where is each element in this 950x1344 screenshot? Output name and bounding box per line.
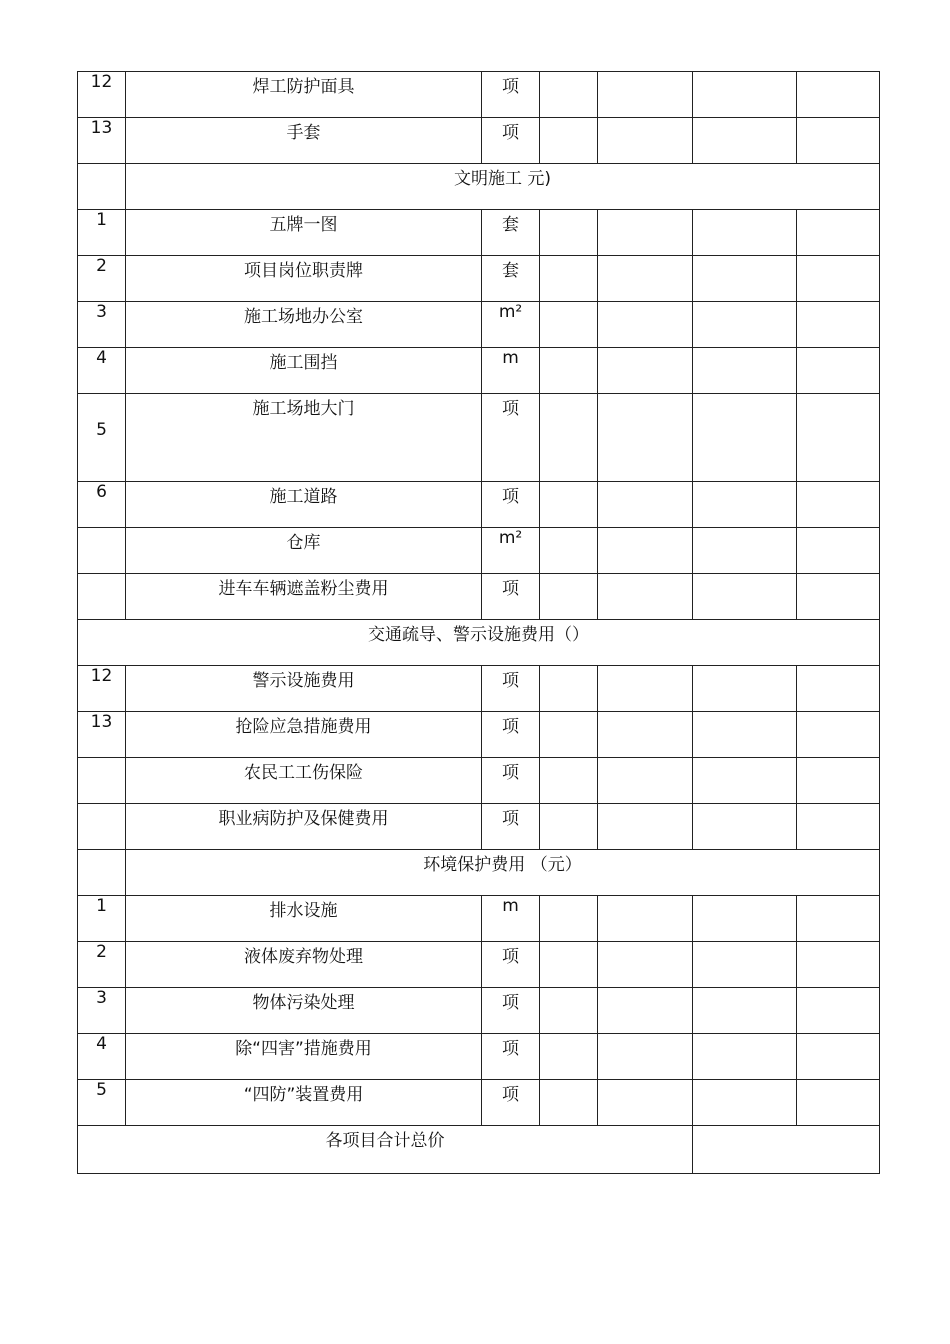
item-amount-cell [693,988,797,1034]
item-number: 1 [78,896,126,942]
item-name: 除“四害”措施费用 [126,1034,482,1080]
item-remark-cell [797,210,880,256]
item-unit-price-cell [598,574,693,620]
item-name: 五牌一图 [126,210,482,256]
item-amount-cell [693,804,797,850]
section-title: 文明施工 元) [126,164,880,210]
item-unit: 项 [482,394,540,482]
item-unit: m² [482,528,540,574]
table-row [78,118,880,164]
table-body [78,72,880,1174]
item-name: 农民工工伤保险 [126,758,482,804]
item-number: 2 [78,256,126,302]
item-remark-cell [797,302,880,348]
section-title: 交通疏导、警示设施费用（） [78,620,880,666]
item-remark-cell [797,348,880,394]
item-quantity-cell [540,302,598,348]
item-number: 5 [78,394,126,482]
item-remark-cell [797,1034,880,1080]
item-quantity-cell [540,256,598,302]
item-name: 焊工防护面具 [126,72,482,118]
item-unit-price-cell [598,210,693,256]
item-quantity-cell [540,666,598,712]
item-amount-cell [693,574,797,620]
item-name: 抢险应急措施费用 [126,712,482,758]
table-row [78,72,880,118]
item-quantity-cell [540,72,598,118]
table-row [78,1080,880,1126]
item-number [78,804,126,850]
item-quantity-cell [540,758,598,804]
item-remark-cell [797,988,880,1034]
item-number: 13 [78,712,126,758]
item-quantity-cell [540,1034,598,1080]
item-number: 3 [78,988,126,1034]
item-amount-cell [693,1034,797,1080]
table-row [78,574,880,620]
item-name: 施工道路 [126,482,482,528]
item-remark-cell [797,574,880,620]
item-quantity-cell [540,1080,598,1126]
item-name: 职业病防护及保健费用 [126,804,482,850]
item-number [78,758,126,804]
item-amount-cell [693,942,797,988]
item-unit: 项 [482,1034,540,1080]
table-row [78,712,880,758]
item-unit-price-cell [598,348,693,394]
item-amount-cell [693,1080,797,1126]
item-quantity-cell [540,712,598,758]
item-number: 4 [78,1034,126,1080]
item-name: 排水设施 [126,896,482,942]
item-remark-cell [797,256,880,302]
item-unit: 项 [482,758,540,804]
item-remark-cell [797,394,880,482]
item-unit: 套 [482,210,540,256]
item-name: 物体污染处理 [126,988,482,1034]
item-number [78,574,126,620]
item-number: 5 [78,1080,126,1126]
section-number-cell [78,164,126,210]
item-amount-cell [693,118,797,164]
item-unit-price-cell [598,666,693,712]
item-remark-cell [797,528,880,574]
item-amount-cell [693,666,797,712]
item-name: 液体废弃物处理 [126,942,482,988]
item-name: 警示设施费用 [126,666,482,712]
item-number: 12 [78,666,126,712]
item-unit: 项 [482,942,540,988]
item-unit-price-cell [598,72,693,118]
item-remark-cell [797,1080,880,1126]
table-row [78,210,880,256]
item-unit-price-cell [598,394,693,482]
item-unit: 项 [482,72,540,118]
item-unit-price-cell [598,1080,693,1126]
item-unit-price-cell [598,528,693,574]
item-remark-cell [797,758,880,804]
item-unit: 项 [482,574,540,620]
item-unit: 项 [482,988,540,1034]
table-row [78,896,880,942]
item-number: 12 [78,72,126,118]
item-amount-cell [693,210,797,256]
item-amount-cell [693,394,797,482]
item-amount-cell [693,482,797,528]
item-unit-price-cell [598,1034,693,1080]
table-row [78,988,880,1034]
item-quantity-cell [540,574,598,620]
item-quantity-cell [540,528,598,574]
table-row [78,850,880,896]
section-title: 环境保护费用 （元） [126,850,880,896]
item-unit-price-cell [598,896,693,942]
item-name: “四防”装置费用 [126,1080,482,1126]
item-remark-cell [797,482,880,528]
item-unit-price-cell [598,804,693,850]
table-row [78,620,880,666]
table-row [78,164,880,210]
table-row [78,666,880,712]
item-name: 进车车辆遮盖粉尘费用 [126,574,482,620]
item-amount-cell [693,758,797,804]
item-quantity-cell [540,988,598,1034]
item-unit-price-cell [598,302,693,348]
item-unit-price-cell [598,942,693,988]
table-row [78,758,880,804]
section-number-cell [78,850,126,896]
total-value-cell [693,1126,880,1174]
item-unit: 项 [482,118,540,164]
item-unit: m [482,348,540,394]
table-row [78,1034,880,1080]
item-unit-price-cell [598,256,693,302]
item-amount-cell [693,256,797,302]
item-quantity-cell [540,896,598,942]
cost-table [77,71,880,1174]
table-row [78,528,880,574]
item-quantity-cell [540,942,598,988]
item-remark-cell [797,72,880,118]
item-number [78,528,126,574]
item-name: 施工场地办公室 [126,302,482,348]
item-unit: 套 [482,256,540,302]
item-number: 6 [78,482,126,528]
item-amount-cell [693,712,797,758]
item-quantity-cell [540,348,598,394]
item-unit-price-cell [598,712,693,758]
item-number: 4 [78,348,126,394]
table-row [78,348,880,394]
item-amount-cell [693,72,797,118]
item-amount-cell [693,896,797,942]
total-row [78,1126,880,1174]
item-unit-price-cell [598,758,693,804]
total-label: 各项目合计总价 [78,1126,693,1174]
item-quantity-cell [540,804,598,850]
item-name: 施工场地大门 [126,394,482,482]
item-number: 3 [78,302,126,348]
item-amount-cell [693,348,797,394]
item-name: 手套 [126,118,482,164]
item-quantity-cell [540,118,598,164]
item-number: 1 [78,210,126,256]
table-row [78,256,880,302]
table-row [78,482,880,528]
table-row [78,302,880,348]
item-remark-cell [797,942,880,988]
item-amount-cell [693,302,797,348]
table-row [78,942,880,988]
item-remark-cell [797,712,880,758]
item-unit: m² [482,302,540,348]
item-remark-cell [797,118,880,164]
item-unit: 项 [482,666,540,712]
item-remark-cell [797,804,880,850]
item-name: 施工围挡 [126,348,482,394]
item-name: 仓库 [126,528,482,574]
item-unit-price-cell [598,118,693,164]
table-row [78,804,880,850]
item-quantity-cell [540,394,598,482]
item-unit: 项 [482,712,540,758]
item-quantity-cell [540,482,598,528]
item-remark-cell [797,896,880,942]
item-unit: 项 [482,482,540,528]
table-row [78,394,880,482]
item-unit: 项 [482,804,540,850]
item-number: 2 [78,942,126,988]
item-remark-cell [797,666,880,712]
item-unit: m [482,896,540,942]
item-unit: 项 [482,1080,540,1126]
item-number: 13 [78,118,126,164]
item-unit-price-cell [598,988,693,1034]
item-amount-cell [693,528,797,574]
item-name: 项目岗位职责牌 [126,256,482,302]
item-unit-price-cell [598,482,693,528]
item-quantity-cell [540,210,598,256]
